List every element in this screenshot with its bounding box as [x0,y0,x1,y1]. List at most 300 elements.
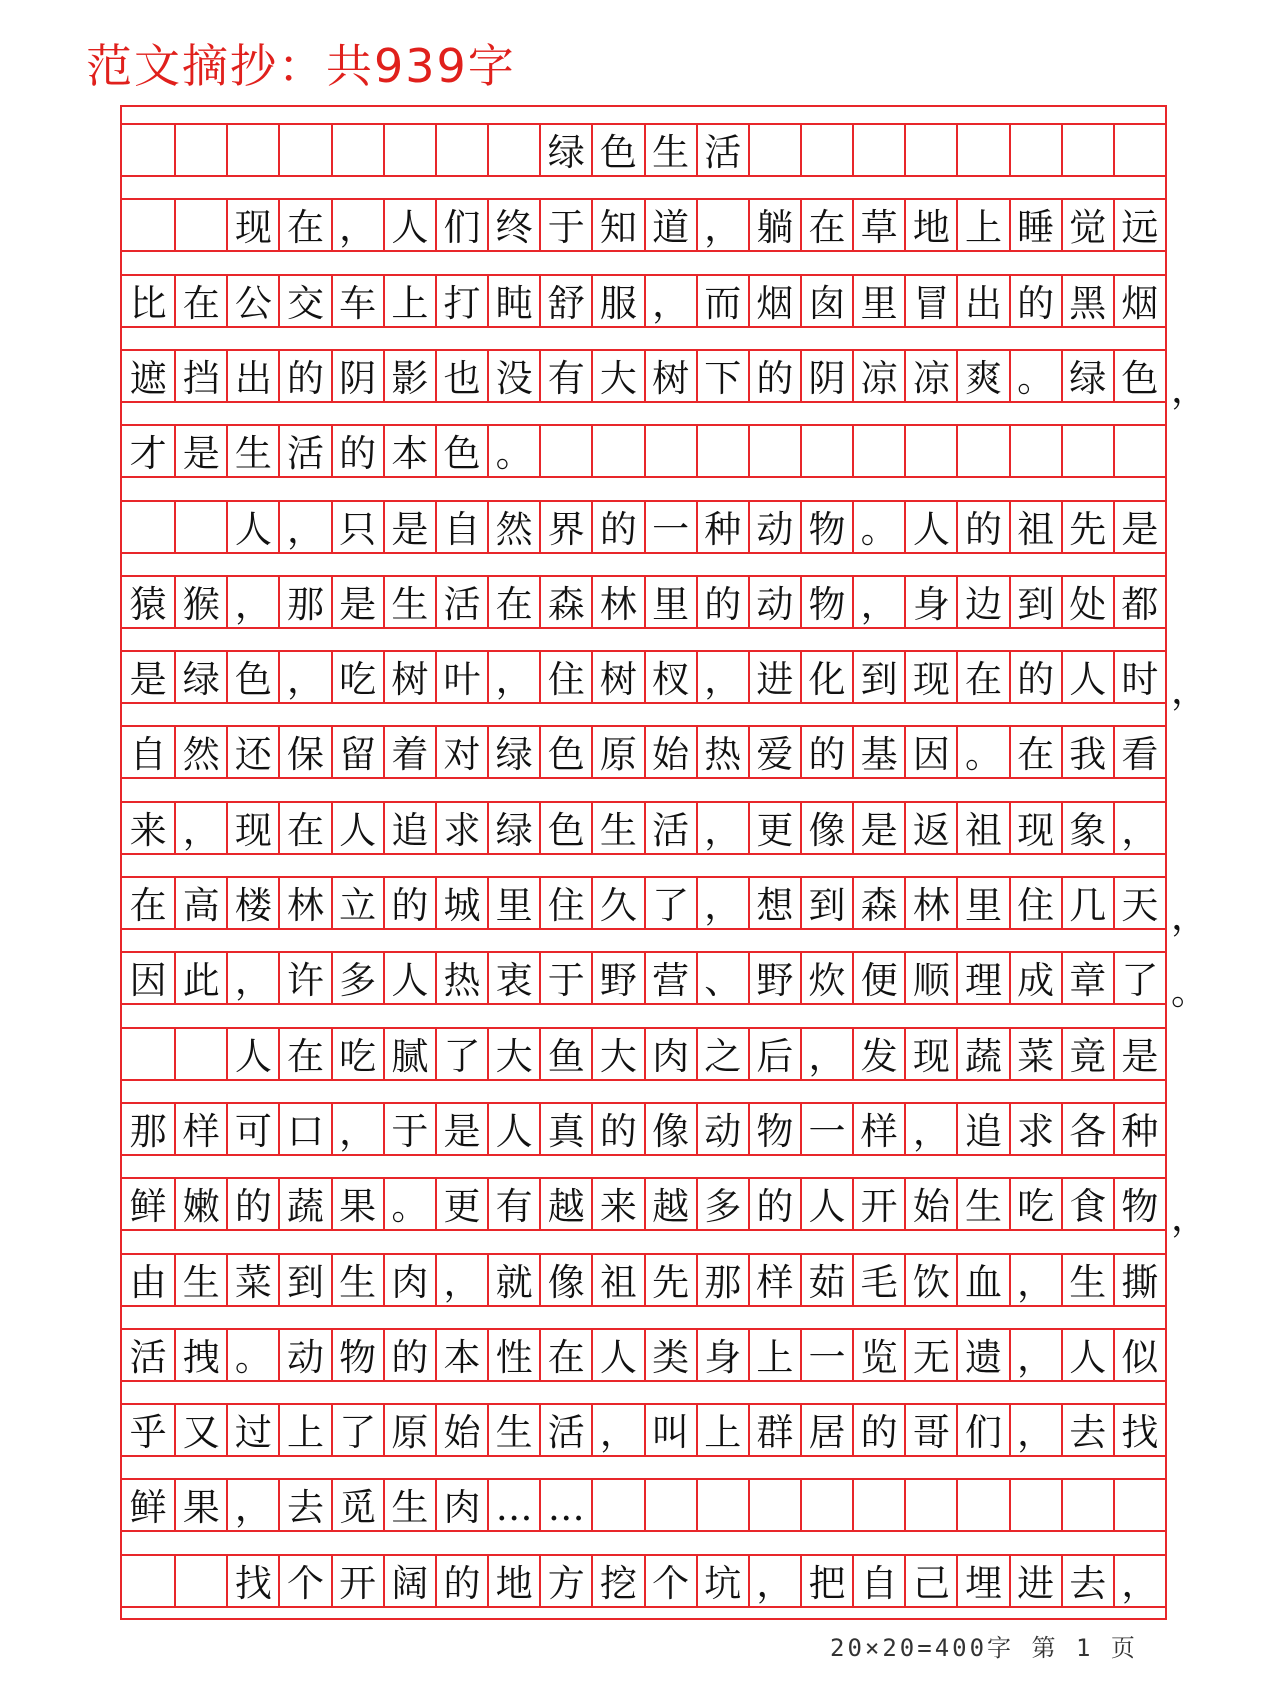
grid-cell [956,426,1008,476]
grid-cell: ， [278,652,330,702]
grid-cell [1061,426,1113,476]
grid-row [122,1403,1165,1457]
grid-cell: 在 [278,1029,330,1079]
grid-cell: 血 [956,1255,1008,1305]
grid-cell: 的 [800,727,852,777]
grid-cell [800,426,852,476]
grid-cell: 森 [852,878,904,928]
grid-cell: 绿 [487,803,539,853]
grid-cell: 求 [435,803,487,853]
grid-cell: 叶 [435,652,487,702]
grid-cell: 始 [644,727,696,777]
manuscript-grid-paper [120,105,1208,1620]
grid-cell: 自 [129,733,167,777]
grid-cell: 生 [956,1179,1008,1229]
grid-cell: 躺 [748,200,800,250]
grid-cell: 的 [956,502,1008,552]
grid-cell: 活 [696,125,748,175]
grid-cell: 那 [129,1109,167,1153]
grid-cell: 林 [904,878,956,928]
grid-cell: 热 [696,727,748,777]
grid-cell: 叫 [644,1405,696,1455]
grid-cell: 追 [383,803,435,853]
grid-cell: 遮 [129,356,167,400]
grid-cell: 顺 [904,953,956,1003]
grid-cell: 树 [644,351,696,401]
grid-cell [644,1480,696,1530]
grid-cell: 边 [956,577,1008,627]
grid-cell: 来 [129,808,167,852]
grid-cell: ， [852,577,904,627]
grid-cell: 楼 [226,878,278,928]
grid-cell: 方 [539,1556,591,1606]
grid-cell: 就 [487,1255,539,1305]
grid-cell: 物 [800,577,852,627]
grid-cell [800,1480,852,1530]
grid-cell: 活 [435,577,487,627]
grid-cell: 上 [748,1330,800,1380]
grid-cell: 了 [331,1405,383,1455]
grid-cell [122,125,174,175]
grid-cell: 动 [278,1330,330,1380]
grid-cell: 的 [591,1104,643,1154]
grid-cell: 是 [1113,502,1165,552]
grid-cell: ， [487,652,539,702]
grid-cell: 远 [1113,200,1165,250]
grid-cell: ， [696,652,748,702]
grid-cell: 。 [383,1179,435,1229]
grid-cell: 览 [852,1330,904,1380]
grid-cell: 现 [904,1029,956,1079]
grid-cell: 色 [435,426,487,476]
grid-cell: 住 [539,878,591,928]
grid-cell: 时 [1113,652,1165,702]
grid-cell: 上 [696,1405,748,1455]
grid-cell: 地 [487,1556,539,1606]
grid-cell: 去 [1061,1405,1113,1455]
overflow-punctuation: ， [1171,1196,1208,1240]
grid-cell: 活 [539,1405,591,1455]
grid-cell: 坑 [696,1556,748,1606]
grid-cell: 出 [226,351,278,401]
grid-cell: 里 [487,878,539,928]
grid-cell: 现 [226,803,278,853]
grid-cell: ， [591,1405,643,1455]
grid-row [122,198,1165,252]
grid-cell: 然 [487,502,539,552]
grid-cell: 都 [1113,577,1165,627]
grid-cell: ， [331,200,383,250]
grid-cell: ， [226,577,278,627]
grid-cell: 祖 [956,803,1008,853]
grid-cell: 那 [696,1255,748,1305]
grid-cell: 动 [696,1104,748,1154]
grid-cell: 肉 [383,1255,435,1305]
grid-cell: 住 [539,652,591,702]
grid-cell: 而 [696,276,748,326]
grid-row [122,951,1165,1005]
grid-cell: 去 [278,1480,330,1530]
grid-cell: 像 [644,1104,696,1154]
grid-cell: ， [800,1029,852,1079]
grid-row [122,1328,1165,1382]
grid-cell [1061,125,1113,175]
grid-cell: 留 [331,727,383,777]
grid-cell: 人 [800,1179,852,1229]
grid-cell: 于 [539,200,591,250]
grid-cell: 无 [904,1330,956,1380]
grid-cell: 有 [539,351,591,401]
grid-cell [122,1029,174,1079]
grid-cell: 烟 [1113,276,1165,326]
grid-row [122,876,1165,930]
grid-cell: 本 [435,1330,487,1380]
grid-cell: 多 [696,1179,748,1229]
grid-cell: 的 [331,426,383,476]
grid-cell: 哥 [904,1405,956,1455]
grid-cell: 身 [904,577,956,627]
grid-cell: 吃 [331,1029,383,1079]
grid-cell: 大 [591,1029,643,1079]
grid-cell: ， [435,1255,487,1305]
grid-cell: 。 [956,727,1008,777]
grid-cell: 冒 [904,276,956,326]
grid-cell: ， [1009,1330,1061,1380]
grid-cell: 鱼 [539,1029,591,1079]
grid-cell: 于 [539,953,591,1003]
grid-cell: 道 [644,200,696,250]
grid-cell: 蔬 [956,1029,1008,1079]
grid-cell: 公 [226,276,278,326]
grid-cell: 猿 [129,582,167,626]
grid-cell [696,426,748,476]
grid-cell: 里 [852,276,904,326]
grid-cell: 在 [539,1330,591,1380]
grid-cell: 果 [174,1480,226,1530]
grid-cell: 挖 [591,1556,643,1606]
grid-cell: 没 [487,351,539,401]
grid-cell: 我 [1061,727,1113,777]
grid-cell: 口 [278,1104,330,1154]
grid-row [122,1177,1165,1231]
grid-cell: 拽 [174,1330,226,1380]
grid-cell: 觉 [1061,200,1113,250]
grid-cell: 树 [383,652,435,702]
grid-cell: 原 [591,727,643,777]
overflow-punctuation: ， [1171,367,1208,411]
grid-cell: 物 [748,1104,800,1154]
grid-cell: ， [1009,1405,1061,1455]
grid-cell: 求 [1009,1104,1061,1154]
grid-cell: 活 [644,803,696,853]
grid-cell [800,125,852,175]
grid-cell: 人 [904,502,956,552]
grid-cell [174,200,226,250]
grid-cell: 肉 [435,1480,487,1530]
grid-cell: 是 [852,803,904,853]
grid-cell: 着 [383,727,435,777]
grid-cell [904,125,956,175]
grid-cell: 样 [852,1104,904,1154]
grid-cell: 爽 [956,351,1008,401]
grid-cell: 的 [383,1330,435,1380]
grid-cell: 始 [904,1179,956,1229]
grid-cell: 祖 [1009,502,1061,552]
grid-cell: 样 [174,1104,226,1154]
grid-cell: 现 [226,200,278,250]
grid-cell: 竟 [1061,1029,1113,1079]
grid-cell [956,125,1008,175]
grid-cell [1009,125,1061,175]
grid-cell: ， [904,1104,956,1154]
grid-cell: 更 [435,1179,487,1229]
grid-cell: 在 [129,884,167,927]
grid-cell: 人 [383,953,435,1003]
grid-cell [591,426,643,476]
grid-cell: 的 [1009,652,1061,702]
grid-cell: 的 [435,1556,487,1606]
grid-cell: 开 [852,1179,904,1229]
grid-cell: 人 [226,1029,278,1079]
grid-cell: 许 [278,953,330,1003]
grid-cell: ， [331,1104,383,1154]
grid-cell: 便 [852,953,904,1003]
grid-cell: 。 [487,426,539,476]
grid-cell [1113,426,1165,476]
grid-cell: 生 [644,125,696,175]
grid-cell: 越 [539,1179,591,1229]
grid-cell [748,426,800,476]
grid-cell: 保 [278,727,330,777]
grid-cell: 理 [956,953,1008,1003]
grid-cell: 人 [591,1330,643,1380]
grid-cell: 菜 [1009,1029,1061,1079]
grid-cell: 色 [226,652,278,702]
grid-cell [852,426,904,476]
grid-cell: 高 [174,878,226,928]
grid-cell: 先 [1061,502,1113,552]
grid-cell: ， [1113,1556,1165,1606]
grid-cell: 鲜 [129,1185,167,1229]
grid-cell: 物 [1113,1179,1165,1229]
grid-cell: 炊 [800,953,852,1003]
grid-cell: 蔬 [278,1179,330,1229]
grid-cell: 是 [1113,1029,1165,1079]
grid-cell [487,125,539,175]
grid-cell: 阴 [331,351,383,401]
grid-cell: 草 [852,200,904,250]
grid-cell: 把 [800,1556,852,1606]
grid-cell: 的 [1009,276,1061,326]
grid-cell: 天 [1113,878,1165,928]
grid-cell: 们 [956,1405,1008,1455]
grid-cell: 到 [278,1255,330,1305]
grid-cell: 肉 [644,1029,696,1079]
grid-cell: ， [278,502,330,552]
grid-row [122,575,1165,629]
grid-cell [748,125,800,175]
grid-cell: 在 [956,652,1008,702]
grid-cell: 去 [1061,1556,1113,1606]
grid-cell: 因 [904,727,956,777]
grid-cell: 自 [435,502,487,552]
grid-cell: 各 [1061,1104,1113,1154]
grid-cell: 黑 [1061,276,1113,326]
grid-cell: 吃 [331,652,383,702]
grid-cell: 真 [539,1104,591,1154]
grid-cell: 杈 [644,652,696,702]
grid-row [122,1102,1165,1156]
grid-cell: 看 [1113,727,1165,777]
grid-cell [644,426,696,476]
grid-cell: 有 [487,1179,539,1229]
grid-cell: 车 [331,276,383,326]
grid-cell [539,426,591,476]
grid-cell: 动 [748,502,800,552]
grid-cell: 树 [591,652,643,702]
grid-cell: 生 [174,1255,226,1305]
grid-cell: 来 [591,1179,643,1229]
grid-cell: 绿 [174,652,226,702]
grid-cell: 基 [852,727,904,777]
grid-row [122,1478,1165,1532]
grid-cell: 人 [226,502,278,552]
grid-cell: 的 [748,1179,800,1229]
grid-row [122,349,1165,403]
grid-cell: 始 [435,1405,487,1455]
grid-cell: 上 [278,1405,330,1455]
grid-cell: 生 [383,577,435,627]
grid-cell: 在 [800,200,852,250]
grid-cell: 爱 [748,727,800,777]
grid-cell: 人 [1061,1330,1113,1380]
grid-cell: 处 [1061,577,1113,627]
grid-cell: 野 [748,953,800,1003]
grid-cell: 上 [956,200,1008,250]
grid-cell: 活 [278,426,330,476]
grid-cell [435,125,487,175]
grid-cell: 觅 [331,1480,383,1530]
grid-cell: 是 [331,577,383,627]
grid-cell: ， [1113,803,1165,853]
grid-cell: 知 [591,200,643,250]
grid-cell: 更 [748,803,800,853]
grid-cell: 发 [852,1029,904,1079]
grid-row [122,424,1165,478]
grid-cell: 才 [129,432,167,476]
grid-cell [226,125,278,175]
grid-cell: 烟 [748,276,800,326]
grid-cell: 菜 [226,1255,278,1305]
grid-cell [696,1480,748,1530]
grid-cell: 身 [696,1330,748,1380]
grid-cell: 大 [487,1029,539,1079]
grid-cell [852,1480,904,1530]
grid-cell: 乎 [129,1411,167,1455]
grid-cell [1009,426,1061,476]
grid-cell: 生 [383,1480,435,1530]
grid-cell: 比 [129,281,167,325]
grid-cell: 久 [591,878,643,928]
grid-row [122,500,1165,554]
grid-cell: 色 [539,803,591,853]
grid-cell: 住 [1009,878,1061,928]
grid-cell: 先 [644,1255,696,1305]
grid-cell: 一 [644,502,696,552]
grid-cell: 类 [644,1330,696,1380]
grid-cell: 似 [1113,1330,1165,1380]
grid-cell [383,125,435,175]
grid-cell: 森 [539,577,591,627]
grid-cell: 遗 [956,1330,1008,1380]
grid-cell [904,426,956,476]
grid-cell [122,502,174,552]
grid-cell: 服 [591,276,643,326]
grid-cell: 绿 [539,125,591,175]
grid-cell: 了 [644,878,696,928]
grid-cell: 囱 [800,276,852,326]
grid-cell: 过 [226,1405,278,1455]
grid-row [122,1554,1165,1608]
grid-cell: 几 [1061,878,1113,928]
grid-cell [1113,1480,1165,1530]
grid-cell: 返 [904,803,956,853]
grid-cell: ， [174,803,226,853]
grid-cell: 出 [956,276,1008,326]
grid-cell: 进 [1009,1556,1061,1606]
grid-cell [852,125,904,175]
grid-cell: 成 [1009,953,1061,1003]
grid-cell: 对 [435,727,487,777]
grid-row [122,725,1165,779]
grid-cell: 本 [383,426,435,476]
grid-cell [591,1480,643,1530]
grid-cell: 人 [1061,652,1113,702]
grid-cell: 色 [539,727,591,777]
grid-cell: 还 [226,727,278,777]
grid-cell [174,1029,226,1079]
grid-cell: 像 [800,803,852,853]
grid-cell: 是 [383,502,435,552]
grid-cell: 个 [278,1556,330,1606]
grid-cell: 祖 [591,1255,643,1305]
grid-cell: 果 [331,1179,383,1229]
grid-cell: 影 [383,351,435,401]
grid-cell: 在 [487,577,539,627]
grid-cell: 里 [956,878,1008,928]
grid-cell: 到 [800,878,852,928]
grid-cell: 立 [331,878,383,928]
grid-cell: … [487,1480,539,1530]
grid-cell [174,1556,226,1606]
grid-cell: ， [226,953,278,1003]
grid-cell: 于 [383,1104,435,1154]
grid-cell: 了 [1113,953,1165,1003]
grid-cell: 。 [1009,351,1061,401]
grid-cell: 个 [644,1556,696,1606]
grid-cell: 埋 [956,1556,1008,1606]
grid-cell: 大 [591,351,643,401]
grid-cell: 找 [1113,1405,1165,1455]
grid-cell: 章 [1061,953,1113,1003]
grid-cell: 人 [487,1104,539,1154]
grid-cell: 绿 [1061,351,1113,401]
grid-cell: 那 [278,577,330,627]
grid-cell: 、 [696,953,748,1003]
grid-cell: 挡 [174,351,226,401]
grid-cell: 了 [435,1029,487,1079]
grid-cell [1009,1480,1061,1530]
